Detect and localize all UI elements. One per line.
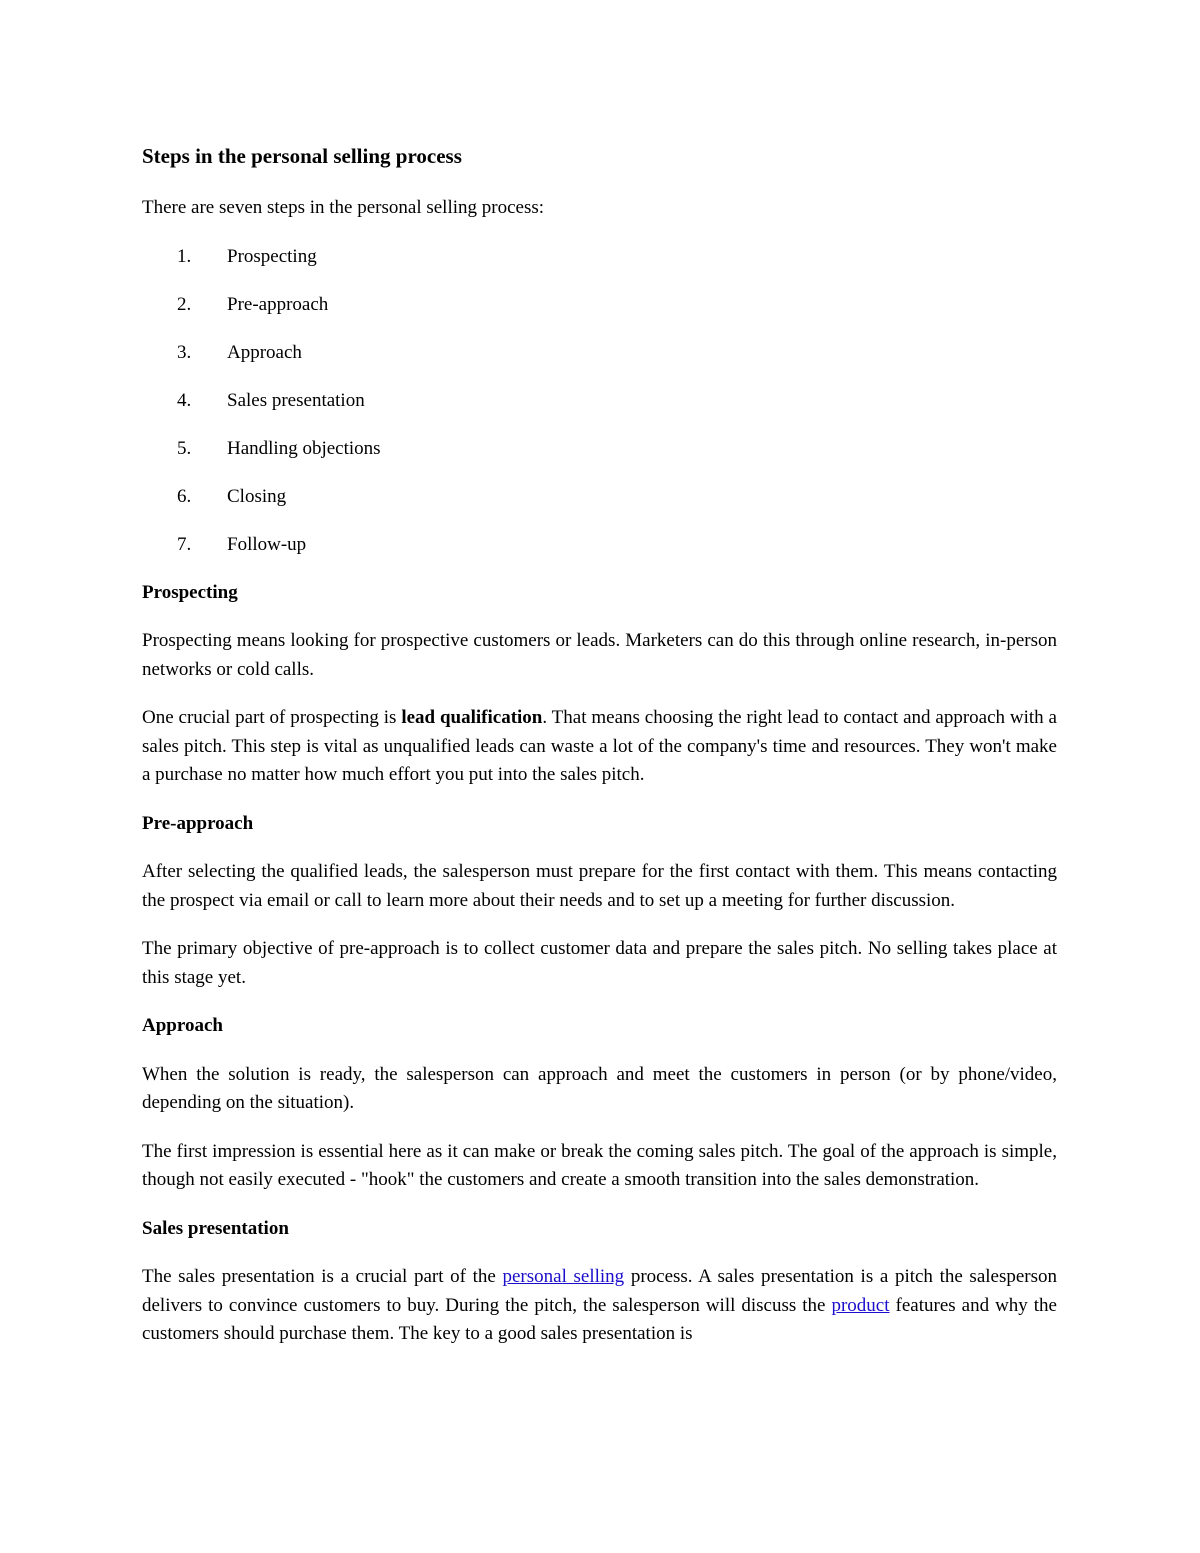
bold-term-lead-qualification: lead qualification	[401, 707, 543, 728]
list-number: 7.	[177, 533, 192, 555]
list-label: Pre-approach	[227, 293, 329, 315]
list-item	[142, 387, 1057, 416]
personal-selling-link[interactable]: personal selling	[502, 1266, 625, 1287]
document-title: Steps in the personal selling process	[142, 144, 462, 168]
list-item	[142, 291, 1057, 320]
approach-paragraph-1: When the solution is ready, the salesperson can approach and meet the customers in person (or by phone/video, depending on the situation).	[142, 1063, 1057, 1113]
list-number: 3.	[177, 341, 192, 363]
list-item	[142, 339, 1057, 368]
text-run: process. A sales presentation is a pitch the salesperson delivers to convince customers to buy. During the pitch, the salesperson will discuss the	[142, 1266, 1058, 1316]
list-item	[142, 483, 1057, 512]
list-item	[142, 531, 1057, 560]
section-heading-pre-approach: Pre-approach	[142, 812, 254, 834]
list-item	[142, 243, 1057, 272]
section-heading-approach: Approach	[142, 1015, 223, 1036]
product-link[interactable]: product	[831, 1294, 890, 1316]
text-run: features and why the customers should purchase them. The key to a good sales presentation is	[142, 1294, 1057, 1344]
list-number: 2.	[177, 293, 192, 315]
section-heading-prospecting: Prospecting	[142, 581, 238, 603]
text-run: One crucial part of prospecting is	[142, 707, 402, 728]
list-label: Follow-up	[227, 533, 307, 555]
list-number: 6.	[177, 485, 192, 507]
document-page	[142, 138, 1057, 1369]
list-number: 1.	[177, 245, 192, 267]
text-run: The sales presentation is a crucial part of the	[142, 1266, 503, 1287]
list-label: Sales presentation	[227, 389, 365, 411]
approach-paragraph-2: The first impression is essential here as it can make or break the coming sales pitch. The goal of the approach is simple, though not easily executed - "hook" the customers and create a smooth transition into the sales demonstration.	[142, 1140, 1057, 1190]
list-label: Closing	[227, 485, 287, 507]
sales-presentation-paragraph-1	[142, 1263, 1057, 1349]
list-item	[142, 435, 1057, 464]
list-label: Approach	[227, 341, 302, 363]
section-heading-sales-presentation: Sales presentation	[142, 1217, 289, 1239]
list-label: Prospecting	[227, 245, 317, 267]
list-number: 5.	[177, 437, 192, 459]
prospecting-paragraph-1: Prospecting means looking for prospective customers or leads. Marketers can do this through online research, in-person networks or cold calls.	[142, 630, 1057, 680]
prospecting-paragraph-2	[142, 704, 1057, 790]
list-number: 4.	[177, 389, 192, 411]
list-label: Handling objections	[227, 437, 381, 459]
preapproach-paragraph-1: After selecting the qualified leads, the salesperson must prepare for the first contact with them. This means contacting the prospect via email or call to learn more about their needs and to set up a meeting for further discussion.	[142, 861, 1057, 911]
steps-list	[142, 243, 1057, 560]
text-run: . That means choosing the right lead to contact and approach with a sales pitch. This step is vital as unqualified leads can waste a lot of the company's time and resources. They won't make a purchase no matter how much effort you put into the sales pitch.	[142, 707, 1057, 785]
intro-paragraph: There are seven steps in the personal selling process:	[142, 197, 545, 218]
preapproach-paragraph-2: The primary objective of pre-approach is to collect customer data and prepare the sales pitch. No selling takes place at this stage yet.	[142, 938, 1057, 988]
